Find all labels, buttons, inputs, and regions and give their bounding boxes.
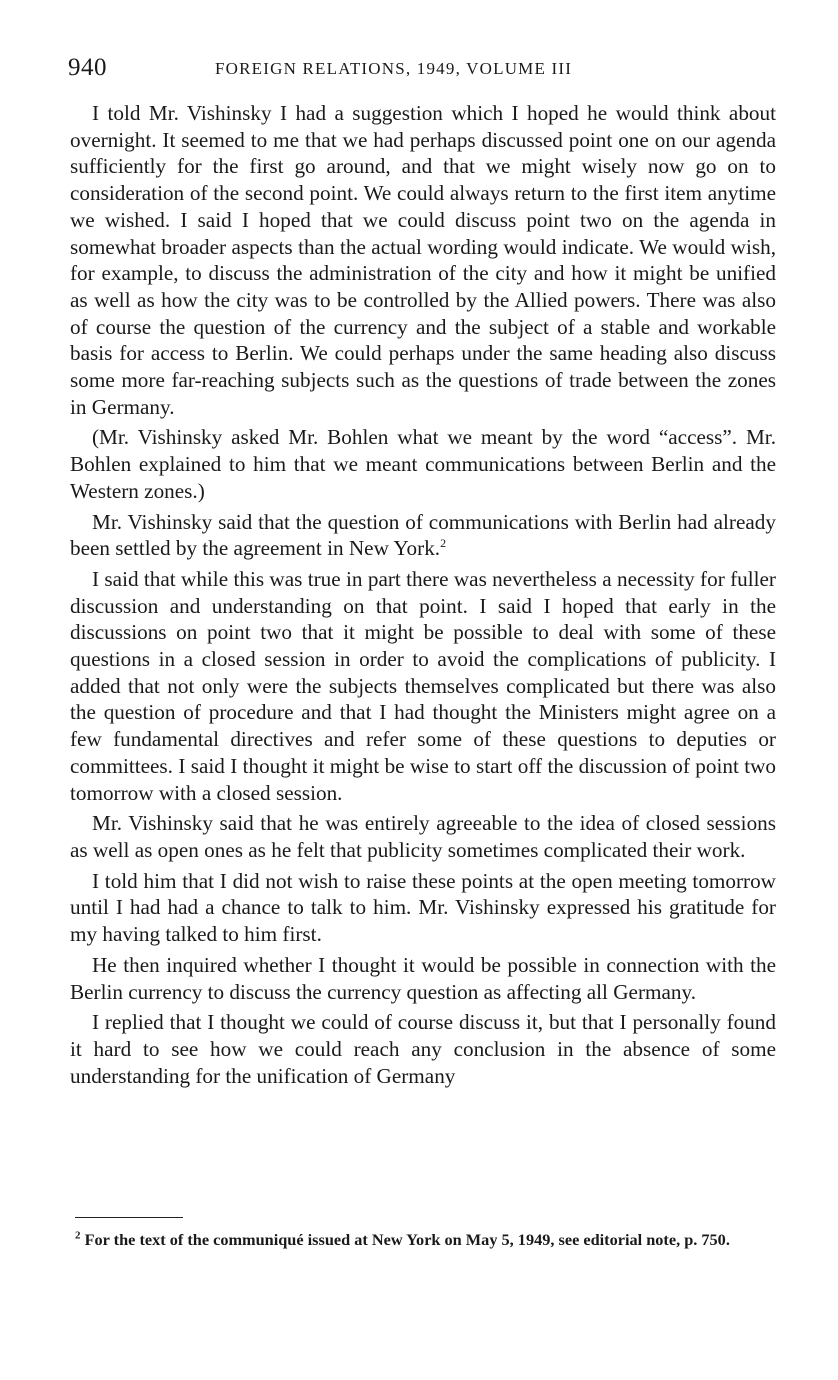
paragraph-text: Mr. Vishinsky said that the question of communications with Berlin had already been settled by the agreement in New York. <box>70 509 776 561</box>
paragraph: I replied that I thought we could of course discuss it, but that I personally found it hard to see how we could reach any conclusion in the absence of some understanding for the unification of Germany <box>70 1010 776 1088</box>
paragraph: I told him that I did not wish to raise these points at the open meeting tomorrow until I had had a chance to talk to him. Mr. Vishinsky expressed his gratitude for my having talked to him first. <box>70 868 776 947</box>
paragraph: Mr. Vishinsky said that he was entirely agreeable to the idea of closed sessions as well as open ones as he felt that publicity sometimes complicated their work. <box>70 811 776 862</box>
paragraph: He then inquired whether I thought it would be possible in connection with the Berlin currency to discuss the currency question as affecting all Germany. <box>70 952 776 1004</box>
footnote-text: For the text of the communiqué issued at New York on May 5, 1949, see editorial note, p. 750. <box>84 1230 730 1249</box>
paragraph: I said that while this was true in part there was nevertheless a necessity for fuller discussion and understanding on that point. I said I hoped that early in the discussions on point two that it might be possible to deal with some of these questions in a closed session in order to avoid the complications of publicity. I added that not only were the subjects themselves complicated but there was also the question of procedure and that I had thought the Ministers might agree on a few fundamental directives and refer some of these questions to deputies or committees. I said I thought it might be wise to start off the discussion of point two tomorrow with a closed session. <box>70 566 776 805</box>
paragraph <box>70 509 776 562</box>
footnote-mark: 2 <box>75 1229 81 1242</box>
footnote <box>75 1230 775 1250</box>
body-text <box>70 100 776 1093</box>
paragraph: (Mr. Vishinsky asked Mr. Bohlen what we meant by the word “access”. Mr. Bohlen explained to him that we meant communications between Berlin and the Western zones.) <box>70 425 776 503</box>
paragraph: I told Mr. Vishinsky I had a suggestion which I hoped he would think about overnight. It seemed to me that we had perhaps discussed point one on our agenda sufficiently for the first go around, and that we might wisely now go on to consideration of the second point. We could always return to the first item anytime we wished. I said I hoped that we could discuss point two on the agenda in somewhat broader aspects than the actual wording would indicate. We would wish, for example, to discuss the administration of the city and how it might be unified as well as how the city was to be controlled by the Allied powers. There was also of course the question of the currency and the subject of a stable and workable basis for access to Berlin. We could perhaps under the same heading also discuss some more far-reaching subjects such as the questions of trade between the zones in Germany. <box>70 101 776 419</box>
running-head <box>68 54 778 84</box>
footnote-reference: 2 <box>440 536 447 551</box>
footnote-divider <box>75 1217 183 1218</box>
running-title: FOREIGN RELATIONS, 1949, VOLUME III <box>215 59 573 78</box>
page-number: 940 <box>68 54 107 81</box>
